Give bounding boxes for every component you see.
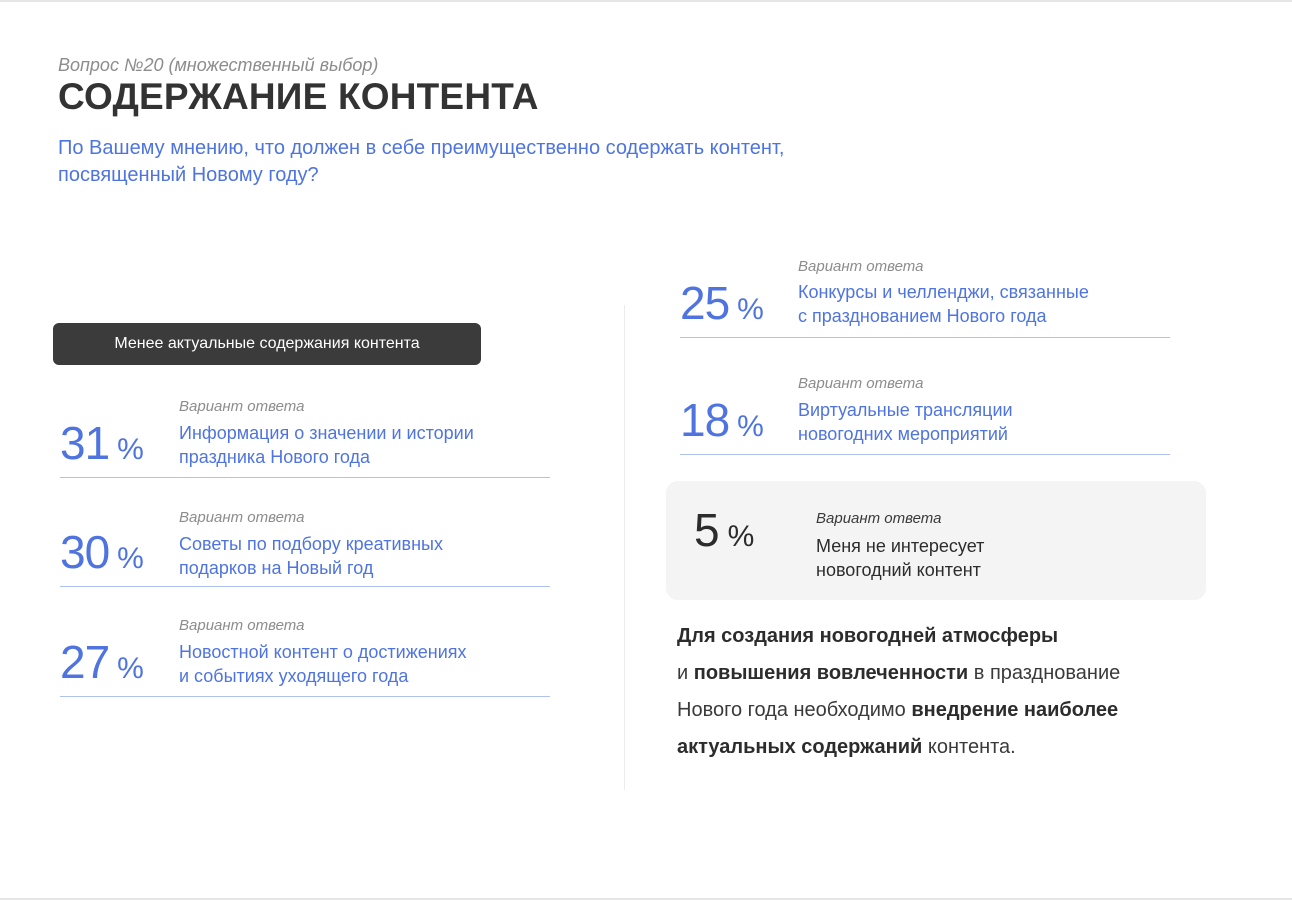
answer-caption: Вариант ответа	[816, 510, 942, 527]
answer-percent: 30 %	[60, 526, 144, 578]
answer-item	[60, 617, 550, 699]
answer-item	[60, 398, 550, 480]
less-relevant-badge	[53, 323, 481, 365]
answer-item	[680, 258, 1170, 340]
answer-divider	[680, 454, 1170, 455]
answer-divider	[680, 337, 1170, 338]
top-border	[0, 0, 1292, 2]
answer-caption: Вариант ответа	[798, 375, 924, 392]
answer-text: Конкурсы и челленджи, связанные с празднованием Нового года	[798, 282, 1089, 326]
answer-text: Меня не интересует новогодний контент	[816, 536, 985, 580]
answer-text: Советы по подбору креативных подарков на Новый год	[179, 534, 443, 578]
column-divider	[624, 305, 625, 790]
answer-caption: Вариант ответа	[179, 617, 305, 634]
conclusion-text: Для создания новогодней атмосферы и повышения вовлеченности в празднование Нового года необходимо внедрение наиболее актуальных содержаний контента.	[677, 625, 1121, 758]
answer-percent: 25 %	[680, 277, 764, 329]
answer-text: Новостной контент о достижениях и событиях уходящего года	[179, 642, 467, 686]
question-number: Вопрос №20 (множественный выбор)	[58, 55, 379, 75]
not-interested-panel	[666, 481, 1206, 600]
answer-text: Информация о значении и истории праздника Нового года	[179, 423, 474, 467]
answer-text: Виртуальные трансляции новогодних мероприятий	[798, 400, 1013, 444]
answer-divider	[60, 586, 550, 587]
question-text: По Вашему мнению, что должен в себе преимущественно содержать контент, посвященный Новому году?	[58, 137, 785, 186]
page-title: СОДЕРЖАНИЕ КОНТЕНТА	[58, 76, 539, 117]
answer-divider	[60, 477, 550, 478]
answer-percent: 5 %	[694, 504, 755, 556]
answer-caption: Вариант ответа	[798, 258, 924, 275]
answer-item	[680, 375, 1170, 457]
answer-percent: 18 %	[680, 394, 764, 446]
answer-divider	[60, 696, 550, 697]
answer-caption: Вариант ответа	[179, 509, 305, 526]
badge-label: Менее актуальные содержания контента	[114, 335, 420, 352]
answer-item	[60, 509, 550, 591]
answer-caption: Вариант ответа	[179, 398, 305, 415]
answer-percent: 27 %	[60, 636, 144, 688]
answer-percent: 31 %	[60, 417, 144, 469]
